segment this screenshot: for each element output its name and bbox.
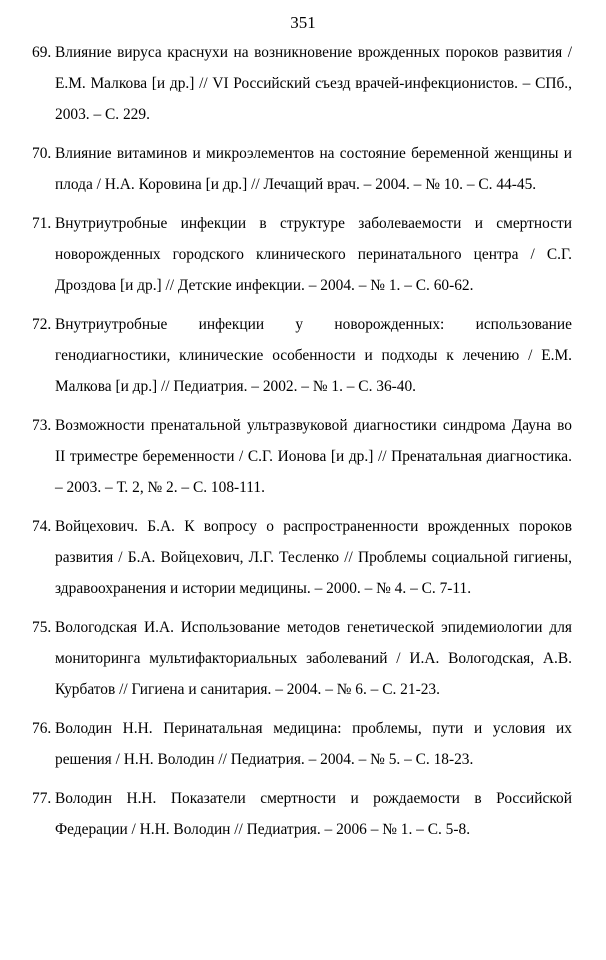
reference-text: Вологодская И.А. Использование методов генетической эпидемиологии для мониторинга мультифакториальных заболеваний / И.А. Вологодская, А.В. Курбатов // Гигиена и санитария. – 2004. – № 6. – С. 21-23. xyxy=(55,619,572,698)
reference-item-77 xyxy=(32,783,572,845)
reference-item-70 xyxy=(32,138,572,200)
reference-number: 77. xyxy=(32,790,52,807)
reference-item-72 xyxy=(32,309,572,402)
reference-text: Возможности пренатальной ультразвуковой диагностики синдрома Дауна во II триместре беременности / С.Г. Ионова [и др.] // Пренатальная диагностика. – 2003. – Т. 2, № 2. – С. 108-111. xyxy=(55,417,572,496)
reference-text: Володин Н.Н. Перинатальная медицина: проблемы, пути и условия их решения / Н.Н. Володин // Педиатрия. – 2004. – № 5. – С. 18-23. xyxy=(55,720,572,768)
reference-text: Влияние витаминов и микроэлементов на состояние беременной женщины и плода / Н.А. Коровина [и др.] // Лечащий врач. – 2004. – № 10. – С. 44-45. xyxy=(55,145,572,193)
reference-item-76 xyxy=(32,713,572,775)
reference-item-73 xyxy=(32,410,572,503)
reference-number: 73. xyxy=(32,417,52,434)
reference-text: Володин Н.Н. Показатели смертности и рождаемости в Российской Федерации / Н.Н. Володин // Педиатрия. – 2006 – № 1. – С. 5-8. xyxy=(55,790,572,838)
reference-number: 71. xyxy=(32,215,52,232)
reference-number: 72. xyxy=(32,316,52,333)
reference-number: 75. xyxy=(32,619,52,636)
reference-text: Внутриутробные инфекции в структуре заболеваемости и смертности новорожденных городского клинического перинатального центра / С.Г. Дроздова [и др.] // Детские инфекции. – 2004. – № 1. – С. 60-62. xyxy=(55,215,572,294)
reference-number: 69. xyxy=(32,44,52,61)
reference-number: 70. xyxy=(32,145,52,162)
reference-item-74 xyxy=(32,511,572,604)
reference-list xyxy=(32,37,572,853)
reference-item-71 xyxy=(32,208,572,301)
reference-item-75 xyxy=(32,612,572,705)
reference-number: 74. xyxy=(32,518,52,535)
page-number: 351 xyxy=(290,13,316,32)
reference-number: 76. xyxy=(32,720,52,737)
reference-item-69 xyxy=(32,37,572,130)
reference-text: Войцехович. Б.А. К вопросу о распространенности врожденных пороков развития / Б.А. Войцехович, Л.Г. Тесленко // Проблемы социальной гигиены, здравоохранения и истории медицины. – 2000. – № 4. – С. 7-11. xyxy=(55,518,572,597)
reference-text: Влияние вируса краснухи на возникновение врожденных пороков развития / Е.М. Малкова [и др.] // VI Российский съезд врачей-инфекционистов. – СПб., 2003. – С. 229. xyxy=(55,44,572,123)
reference-text: Внутриутробные инфекции у новорожденных: использование генодиагностики, клинические особенности и подходы к лечению / Е.М. Малкова [и др.] // Педиатрия. – 2002. – № 1. – С. 36-40. xyxy=(55,316,572,395)
